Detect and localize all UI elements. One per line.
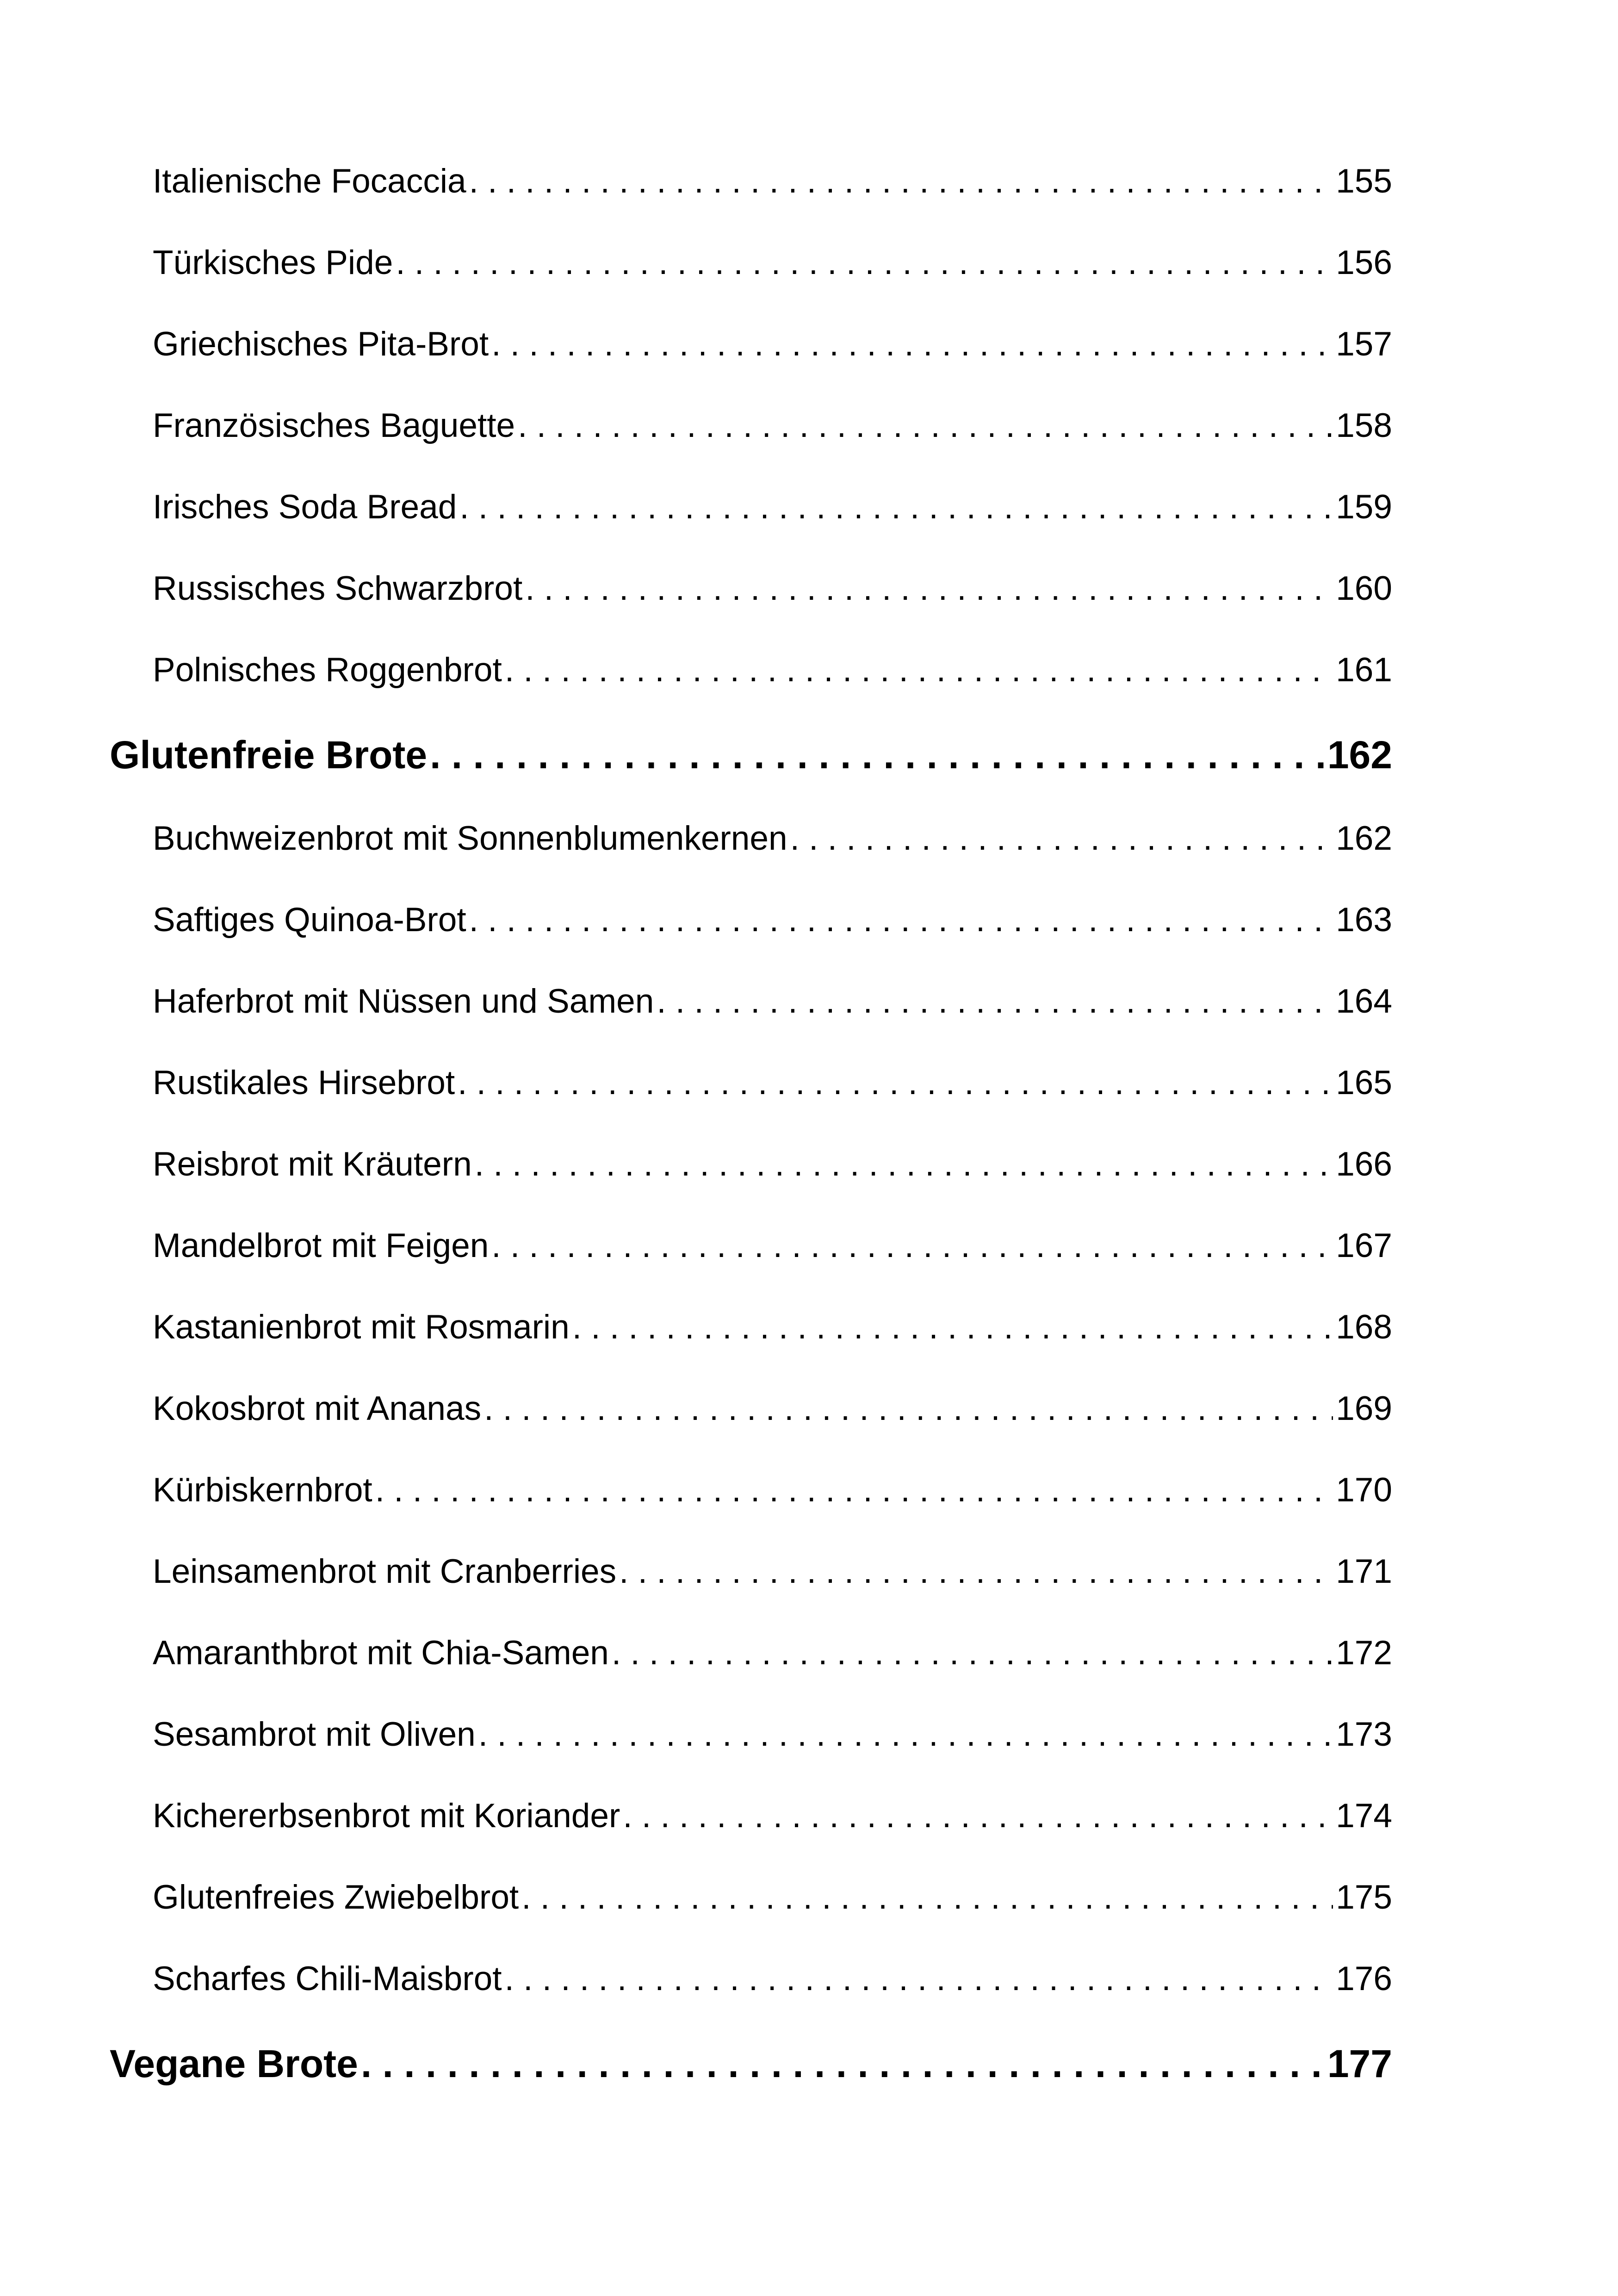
toc-entry-title: Sesambrot mit Oliven xyxy=(153,1716,476,1753)
toc-entry-page: 169 xyxy=(1336,1390,1392,1427)
toc-entry[interactable] xyxy=(153,569,1392,620)
toc-entry[interactable] xyxy=(153,1389,1392,1440)
toc-entry-page: 172 xyxy=(1336,1634,1392,1672)
toc-entry[interactable] xyxy=(153,1308,1392,1359)
toc-entry-page: 174 xyxy=(1336,1797,1392,1835)
toc-entry[interactable] xyxy=(153,901,1392,952)
toc-entry[interactable] xyxy=(153,1797,1392,1848)
dot-leader xyxy=(623,1797,1333,1835)
dot-leader xyxy=(491,325,1333,363)
toc-chapter[interactable] xyxy=(110,2041,1392,2097)
dot-leader xyxy=(491,1226,1333,1265)
toc-entry-title: Polnisches Roggenbrot xyxy=(153,651,502,689)
toc-entry-title: Haferbrot mit Nüssen und Samen xyxy=(153,983,654,1020)
dot-leader xyxy=(525,569,1333,608)
toc-entry-title: Rustikales Hirsebrot xyxy=(153,1064,455,1101)
dot-leader xyxy=(612,1634,1333,1672)
toc-entry-title: Russisches Schwarzbrot xyxy=(153,570,523,607)
dot-leader xyxy=(459,488,1333,526)
toc-entry[interactable] xyxy=(153,819,1392,870)
toc-entry-page: 166 xyxy=(1336,1145,1392,1183)
toc-entry-title: Mandelbrot mit Feigen xyxy=(153,1227,489,1264)
dot-leader xyxy=(518,406,1333,445)
toc-entry-title: Kastanienbrot mit Rosmarin xyxy=(153,1308,570,1346)
toc-entry-page: 159 xyxy=(1336,488,1392,526)
toc-entry-page: 165 xyxy=(1336,1064,1392,1101)
toc-entry-title: Kokosbrot mit Ananas xyxy=(153,1390,482,1427)
dot-leader xyxy=(521,1878,1333,1916)
toc-entry[interactable] xyxy=(153,1471,1392,1522)
toc-chapter-page: 177 xyxy=(1327,2042,1392,2085)
toc-entry[interactable] xyxy=(153,1226,1392,1277)
toc-entry-title: Griechisches Pita-Brot xyxy=(153,325,489,363)
toc-entry[interactable] xyxy=(153,1145,1392,1196)
toc-entry-page: 168 xyxy=(1336,1308,1392,1346)
dot-leader xyxy=(361,2041,1325,2086)
dot-leader xyxy=(619,1552,1333,1591)
toc-entry-page: 158 xyxy=(1336,407,1392,444)
dot-leader xyxy=(572,1308,1333,1346)
toc-entry-page: 156 xyxy=(1336,244,1392,281)
toc-entry-title: Leinsamenbrot mit Cranberries xyxy=(153,1553,617,1590)
dot-leader xyxy=(458,1064,1333,1102)
dot-leader xyxy=(657,982,1333,1020)
toc-entry[interactable] xyxy=(153,1715,1392,1766)
toc-entry[interactable] xyxy=(153,1634,1392,1685)
toc-entry-page: 155 xyxy=(1336,162,1392,200)
toc-entry-title: Französisches Baguette xyxy=(153,407,515,444)
toc-entry[interactable] xyxy=(153,243,1392,294)
toc-entry-page: 167 xyxy=(1336,1227,1392,1264)
toc-entry[interactable] xyxy=(153,325,1392,376)
toc-entry-title: Saftiges Quinoa-Brot xyxy=(153,901,466,939)
dot-leader xyxy=(430,733,1325,778)
toc-entry[interactable] xyxy=(153,651,1392,702)
toc-entry-title: Reisbrot mit Kräutern xyxy=(153,1145,472,1183)
toc-entry-page: 163 xyxy=(1336,901,1392,939)
toc-entry-page: 173 xyxy=(1336,1716,1392,1753)
dot-leader xyxy=(484,1389,1333,1428)
toc-entry-page: 170 xyxy=(1336,1471,1392,1509)
toc-entry-title: Scharfes Chili-Maisbrot xyxy=(153,1960,502,1997)
toc-entry-page: 161 xyxy=(1336,651,1392,689)
toc-entry-page: 176 xyxy=(1336,1960,1392,1997)
toc-chapter-title: Glutenfreie Brote xyxy=(110,733,428,777)
dot-leader xyxy=(790,819,1333,858)
toc-chapter-title: Vegane Brote xyxy=(110,2042,358,2085)
toc-entry-page: 157 xyxy=(1336,325,1392,363)
toc-entry-page: 164 xyxy=(1336,983,1392,1020)
toc-entry-page: 162 xyxy=(1336,820,1392,857)
toc-entry-title: Kürbiskernbrot xyxy=(153,1471,372,1509)
toc-entry[interactable] xyxy=(153,1960,1392,2010)
toc-entry[interactable] xyxy=(153,1878,1392,1929)
toc-chapter-page: 162 xyxy=(1327,733,1392,777)
toc-entry[interactable] xyxy=(153,1064,1392,1114)
toc-entry[interactable] xyxy=(153,982,1392,1033)
toc-entry-title: Türkisches Pide xyxy=(153,244,393,281)
toc-entry-title: Irisches Soda Bread xyxy=(153,488,457,526)
toc-entry[interactable] xyxy=(153,488,1392,539)
dot-leader xyxy=(478,1715,1333,1754)
toc-entry[interactable] xyxy=(153,162,1392,213)
toc-entry-page: 160 xyxy=(1336,570,1392,607)
dot-leader xyxy=(396,243,1333,282)
toc-entry-title: Buchweizenbrot mit Sonnenblumenkernen xyxy=(153,820,787,857)
toc-entry-title: Kichererbsenbrot mit Koriander xyxy=(153,1797,620,1835)
dot-leader xyxy=(469,901,1333,939)
dot-leader xyxy=(475,1145,1333,1183)
toc-entry-title: Glutenfreies Zwiebelbrot xyxy=(153,1879,519,1916)
dot-leader xyxy=(505,1960,1333,1998)
toc-entry-page: 175 xyxy=(1336,1879,1392,1916)
toc-entry[interactable] xyxy=(153,406,1392,457)
toc-entry-title: Italienische Focaccia xyxy=(153,162,466,200)
dot-leader xyxy=(505,651,1333,689)
toc-chapter[interactable] xyxy=(110,733,1392,788)
toc-entry-page: 171 xyxy=(1336,1553,1392,1590)
dot-leader xyxy=(469,162,1333,200)
toc-entry[interactable] xyxy=(153,1552,1392,1603)
toc-entry-title: Amaranthbrot mit Chia-Samen xyxy=(153,1634,609,1672)
dot-leader xyxy=(375,1471,1333,1509)
